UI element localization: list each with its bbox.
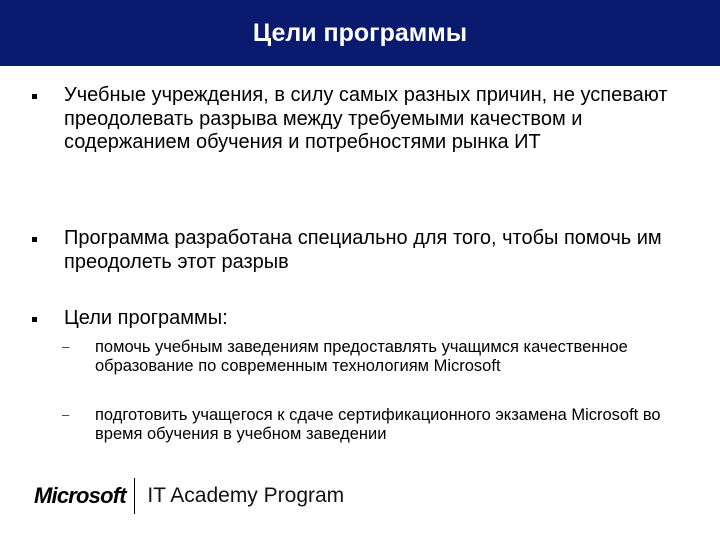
square-bullet-icon	[32, 94, 37, 99]
bullet-text: Цели программы:	[64, 307, 228, 329]
bullet-text: Учебные учреждения, в силу самых разных причин, не успевают преодолевать разрыва между требуемыми качеством и содержанием обучения и потребностями рынка ИТ	[64, 84, 668, 153]
footer-divider	[134, 478, 136, 514]
footer-logo	[34, 480, 344, 512]
square-bullet-icon	[32, 237, 37, 242]
dash-bullet-icon: –	[62, 407, 70, 422]
sub-bullet-text: помочь учебным заведениям предоставлять учащимся качественное образование по современным технологиям Microsoft	[95, 338, 628, 375]
program-name: IT Academy Program	[147, 484, 345, 507]
square-bullet-icon	[32, 317, 37, 322]
dash-bullet-icon: –	[62, 339, 70, 354]
slide-title: Цели программы	[252, 19, 468, 47]
title-bar	[0, 0, 720, 66]
microsoft-logo: Microsoft	[34, 483, 126, 508]
sub-bullet-text: подготовить учащегося к сдаче сертификационного экзамена Microsoft во время обучения в учебном заведении	[95, 406, 661, 443]
bullet-text: Программа разработана специально для того, чтобы помочь им преодолеть этот разрыв	[64, 227, 662, 273]
